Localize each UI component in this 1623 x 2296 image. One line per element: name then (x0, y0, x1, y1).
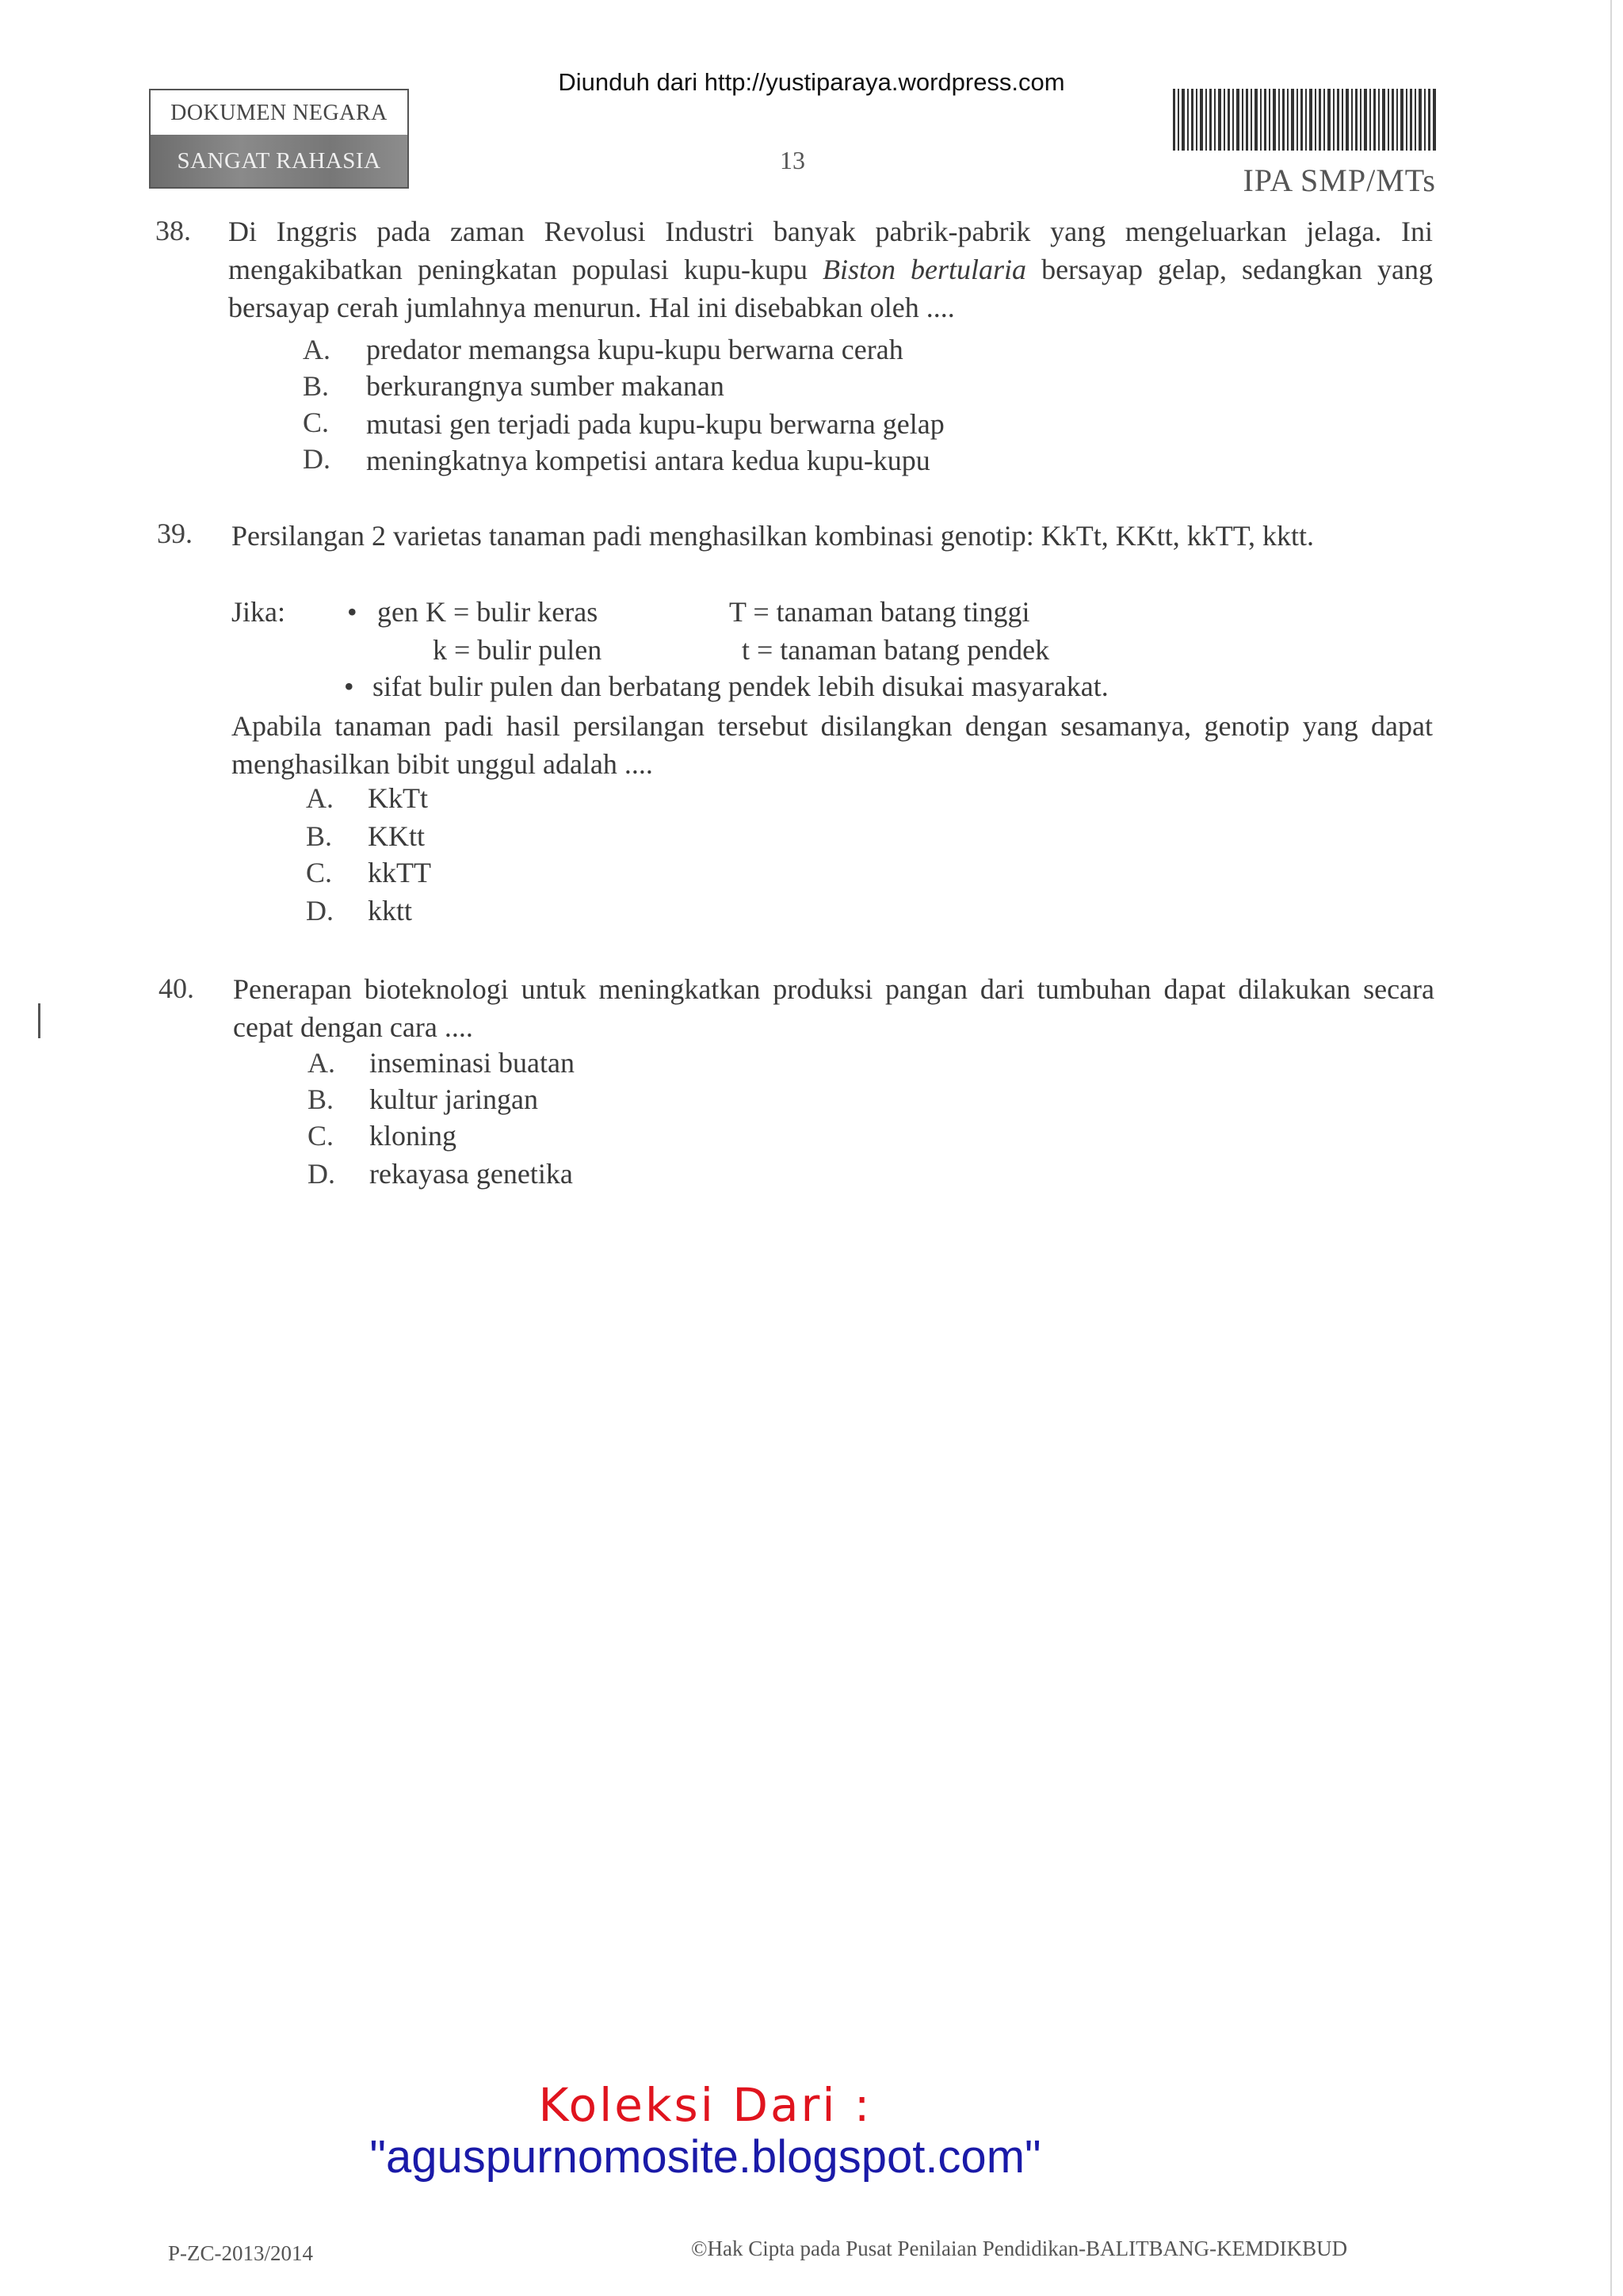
scan-mark (38, 1003, 40, 1038)
classification-box (149, 89, 409, 189)
footer-code: P-ZC-2013/2014 (168, 2241, 314, 2265)
question-stem (228, 212, 1433, 327)
option-letter: B. (307, 1083, 334, 1115)
option-letter: D. (307, 1158, 335, 1190)
option-text: KkTt (368, 782, 428, 814)
option-text: meningkatnya kompetisi antara kedua kupu-kupu (366, 445, 930, 476)
option-text: KKtt (368, 820, 425, 852)
option-text: inseminasi buatan (369, 1047, 575, 1079)
page-number: 13 (780, 146, 805, 174)
option-letter: D. (303, 443, 330, 475)
jika-label: Jika: (231, 596, 285, 628)
option-text: rekayasa genetika (369, 1158, 573, 1190)
subject-title: IPA SMP/MTs (1243, 162, 1436, 198)
option-letter: C. (306, 857, 333, 888)
option-letter: D. (306, 895, 334, 926)
question-number: 38. (155, 215, 191, 246)
option-text: berkurangnya sumber makanan (366, 370, 724, 402)
question-number: 39. (157, 518, 193, 549)
option-text: kktt (368, 895, 413, 926)
stem-text: bersayap gelap, sedangkan yang bersayap cerah jumlahnya menurun. Hal ini disebabkan oleh .... (228, 254, 1433, 323)
question-stem: Persilangan 2 varietas tanaman padi menghasilkan kombinasi genotip: KkTt, KKtt, kkTT, kktt. (231, 520, 1315, 552)
scan-edge (1610, 0, 1612, 2296)
stem-text: Di Inggris pada zaman Revolusi Industri banyak pabrik-pabrik yang mengeluarkan jelaga. Ini mengakibatkan peningkatan populasi kupu-kupu (228, 216, 1433, 285)
option-letter: A. (306, 782, 334, 814)
watermark-url: "aguspurnomosite.blogspot.com" (369, 2131, 1041, 2183)
question-stem: Penerapan bioteknologi untuk meningkatkan produksi pangan dari tumbuhan dapat dilakukan secara cepat dengan cara .... (233, 973, 1434, 1043)
question-number: 40. (158, 972, 194, 1004)
option-text: kloning (369, 1120, 457, 1152)
option-letter: A. (307, 1047, 335, 1079)
footer-copyright: ©Hak Cipta pada Pusat Penilaian Pendidikan-BALITBANG-KEMDIKBUD (691, 2237, 1348, 2260)
option-letter: C. (303, 407, 330, 438)
option-text: kultur jaringan (369, 1083, 538, 1115)
option-letter: B. (303, 370, 330, 402)
option-text: kkTT (368, 857, 431, 888)
trait-gene-t: t = tanaman batang pendek (742, 634, 1050, 666)
trait-gene-K: gen K = bulir keras (377, 596, 598, 628)
species-name: Biston bertularia (822, 254, 1027, 285)
option-text: predator memangsa kupu-kupu berwarna cerah (366, 334, 903, 365)
preference-note: sifat bulir pulen dan berbatang pendek lebih disukai masyarakat. (372, 670, 1109, 702)
question-stem-2: Apabila tanaman padi hasil persilangan tersebut disilangkan dengan sesamanya, genotip yang dapat menghasilkan bibit unggul adalah .... (231, 710, 1433, 780)
bullet: • (347, 596, 357, 628)
doc-label-top: DOKUMEN NEGARA (170, 101, 388, 125)
option-letter: A. (303, 334, 330, 365)
option-text: mutasi gen terjadi pada kupu-kupu berwarna gelap (366, 408, 945, 440)
source-url: Diunduh dari http://yustiparaya.wordpress.com (558, 68, 1065, 96)
option-letter: B. (306, 820, 333, 852)
doc-label-bottom: SANGAT RAHASIA (151, 135, 407, 187)
watermark-title: Koleksi Dari : (538, 2078, 873, 2132)
trait-gene-T: T = tanaman batang tinggi (729, 596, 1030, 628)
trait-gene-k: k = bulir pulen (433, 634, 602, 666)
barcode (1173, 89, 1436, 151)
bullet: • (344, 670, 354, 702)
option-letter: C. (307, 1120, 334, 1152)
